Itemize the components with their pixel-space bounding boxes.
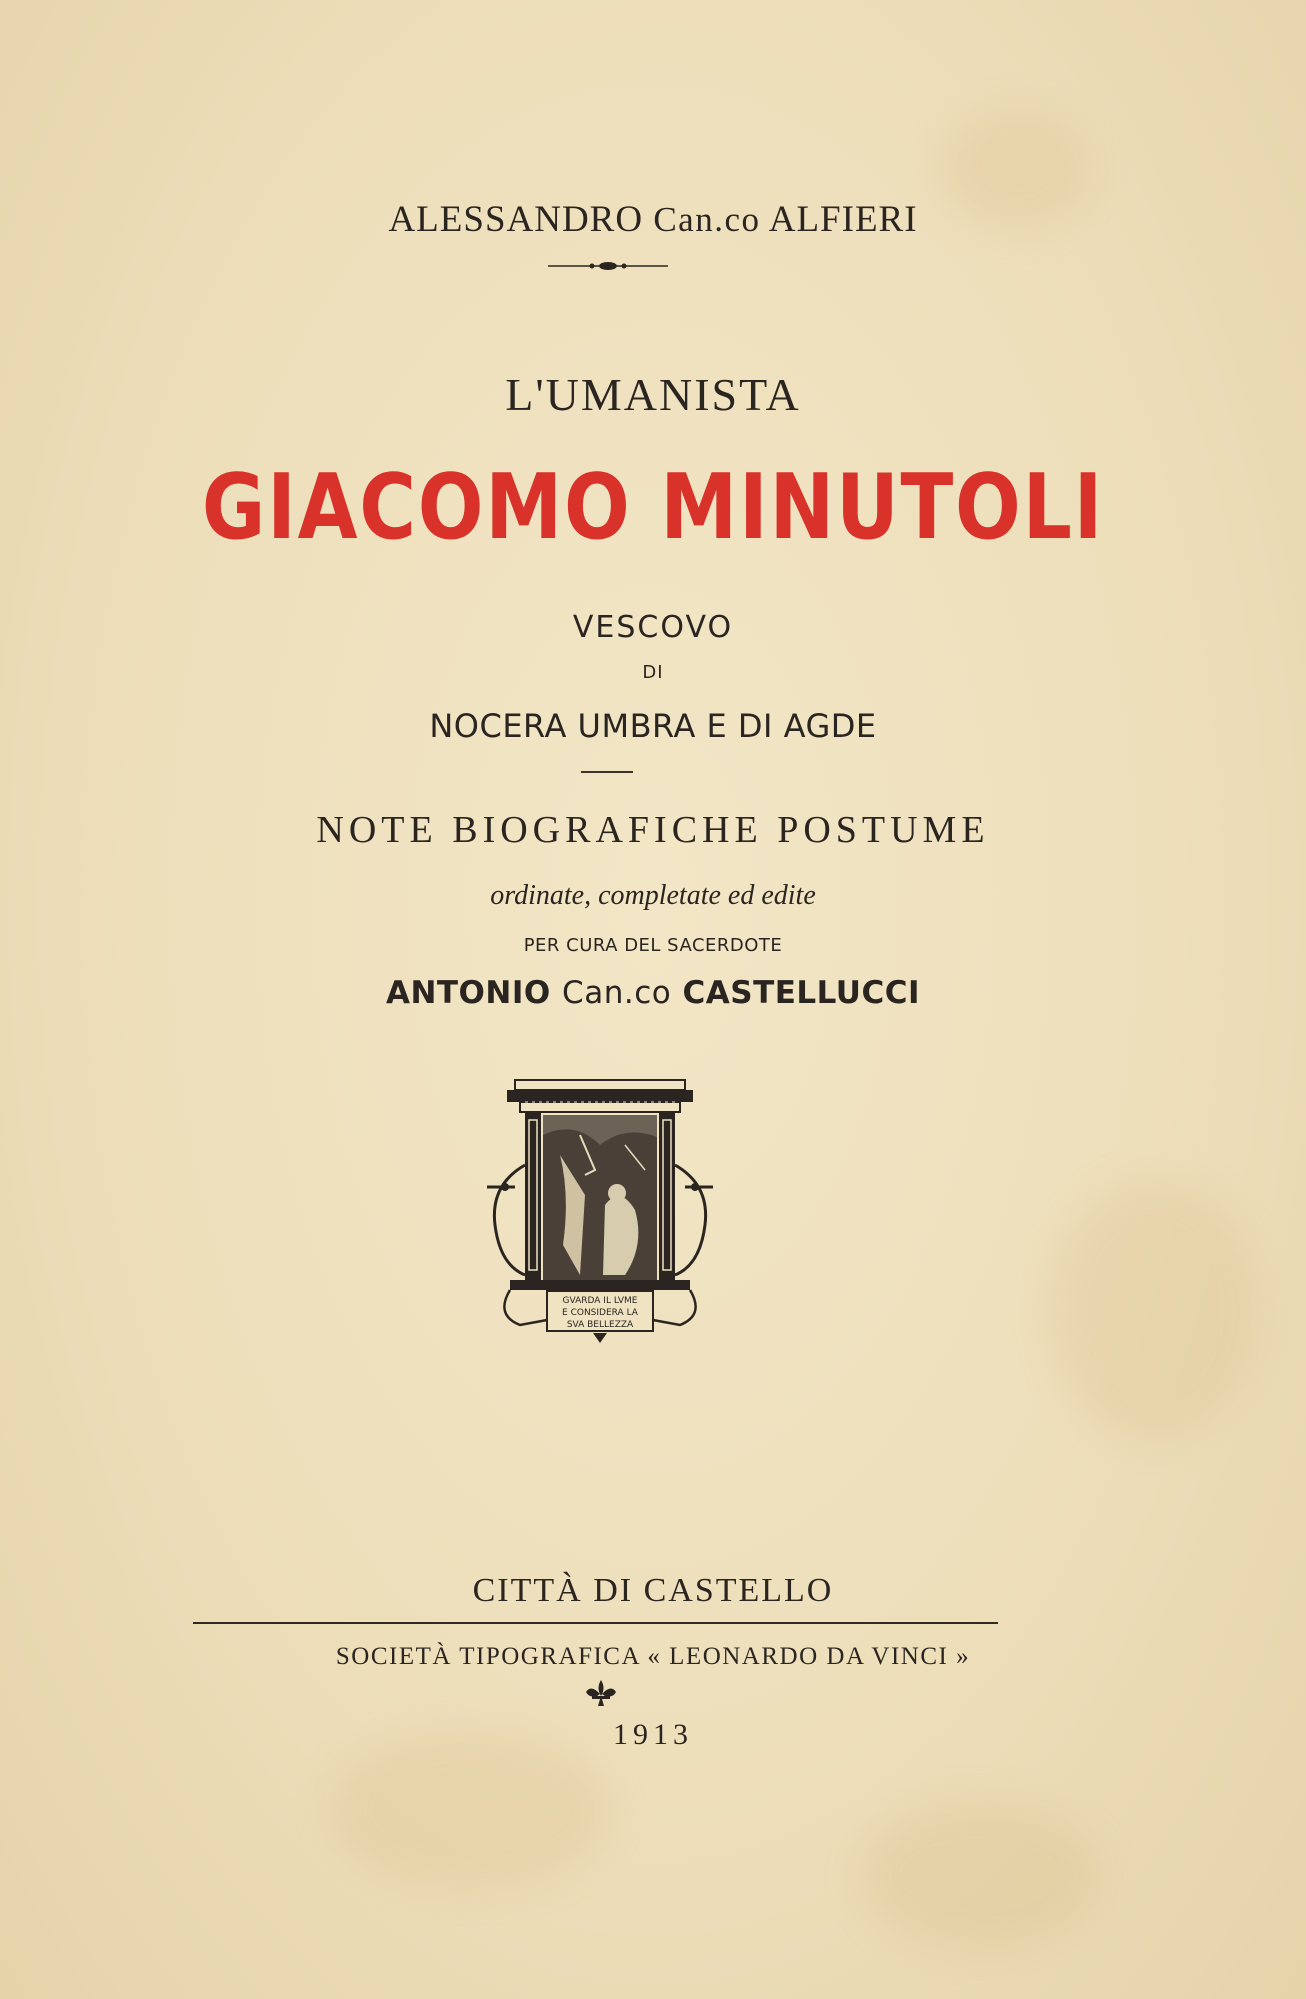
- ordinate-line: ordinate, completate ed edite: [490, 880, 816, 911]
- short-divider: [581, 771, 633, 773]
- paper-stain: [330, 1730, 610, 1890]
- printer-mark-emblem: [485, 1075, 715, 1345]
- per-cura-line: PER CURA DEL SACERDOTE: [523, 935, 783, 956]
- editor-abbr: Can.co: [562, 975, 672, 1011]
- svg-text:GVARDA IL LVME: GVARDA IL LVME: [562, 1296, 638, 1306]
- editor-last: CASTELLUCCI: [682, 975, 921, 1011]
- note-heading: NOTE BIOGRAFICHE POSTUME: [316, 809, 990, 851]
- main-title: GIACOMO MINUTOLI: [201, 455, 1105, 560]
- author-abbr: Can.co: [653, 200, 761, 239]
- author-last: ALFIERI: [768, 199, 918, 240]
- publisher-line: SOCIETÀ TIPOGRAFICA « LEONARDO DA VINCI »: [335, 1643, 971, 1670]
- editor-line: [0, 975, 1306, 1011]
- paper-stain: [1050, 1180, 1260, 1440]
- author-first: ALESSANDRO: [388, 199, 644, 240]
- city-line: CITTÀ DI CASTELLO: [472, 1572, 834, 1609]
- subtitle: L'UMANISTA: [505, 369, 801, 420]
- long-divider: [193, 1622, 998, 1624]
- year-line: 1913: [613, 1718, 693, 1751]
- vescovo-label: VESCOVO: [572, 610, 734, 645]
- dot-rule-ornament: [548, 258, 668, 274]
- diocese-label: NOCERA UMBRA E DI AGDE: [429, 707, 877, 745]
- svg-text:SVA BELLEZZA: SVA BELLEZZA: [566, 1320, 634, 1330]
- di-label: DI: [642, 662, 664, 683]
- paper-stain: [860, 1800, 1100, 1950]
- svg-text:E CONSIDERA LA: E CONSIDERA LA: [562, 1308, 638, 1318]
- fleur-de-lis-icon: [583, 1678, 619, 1708]
- author-line: [0, 198, 1306, 241]
- editor-first: ANTONIO: [385, 975, 551, 1011]
